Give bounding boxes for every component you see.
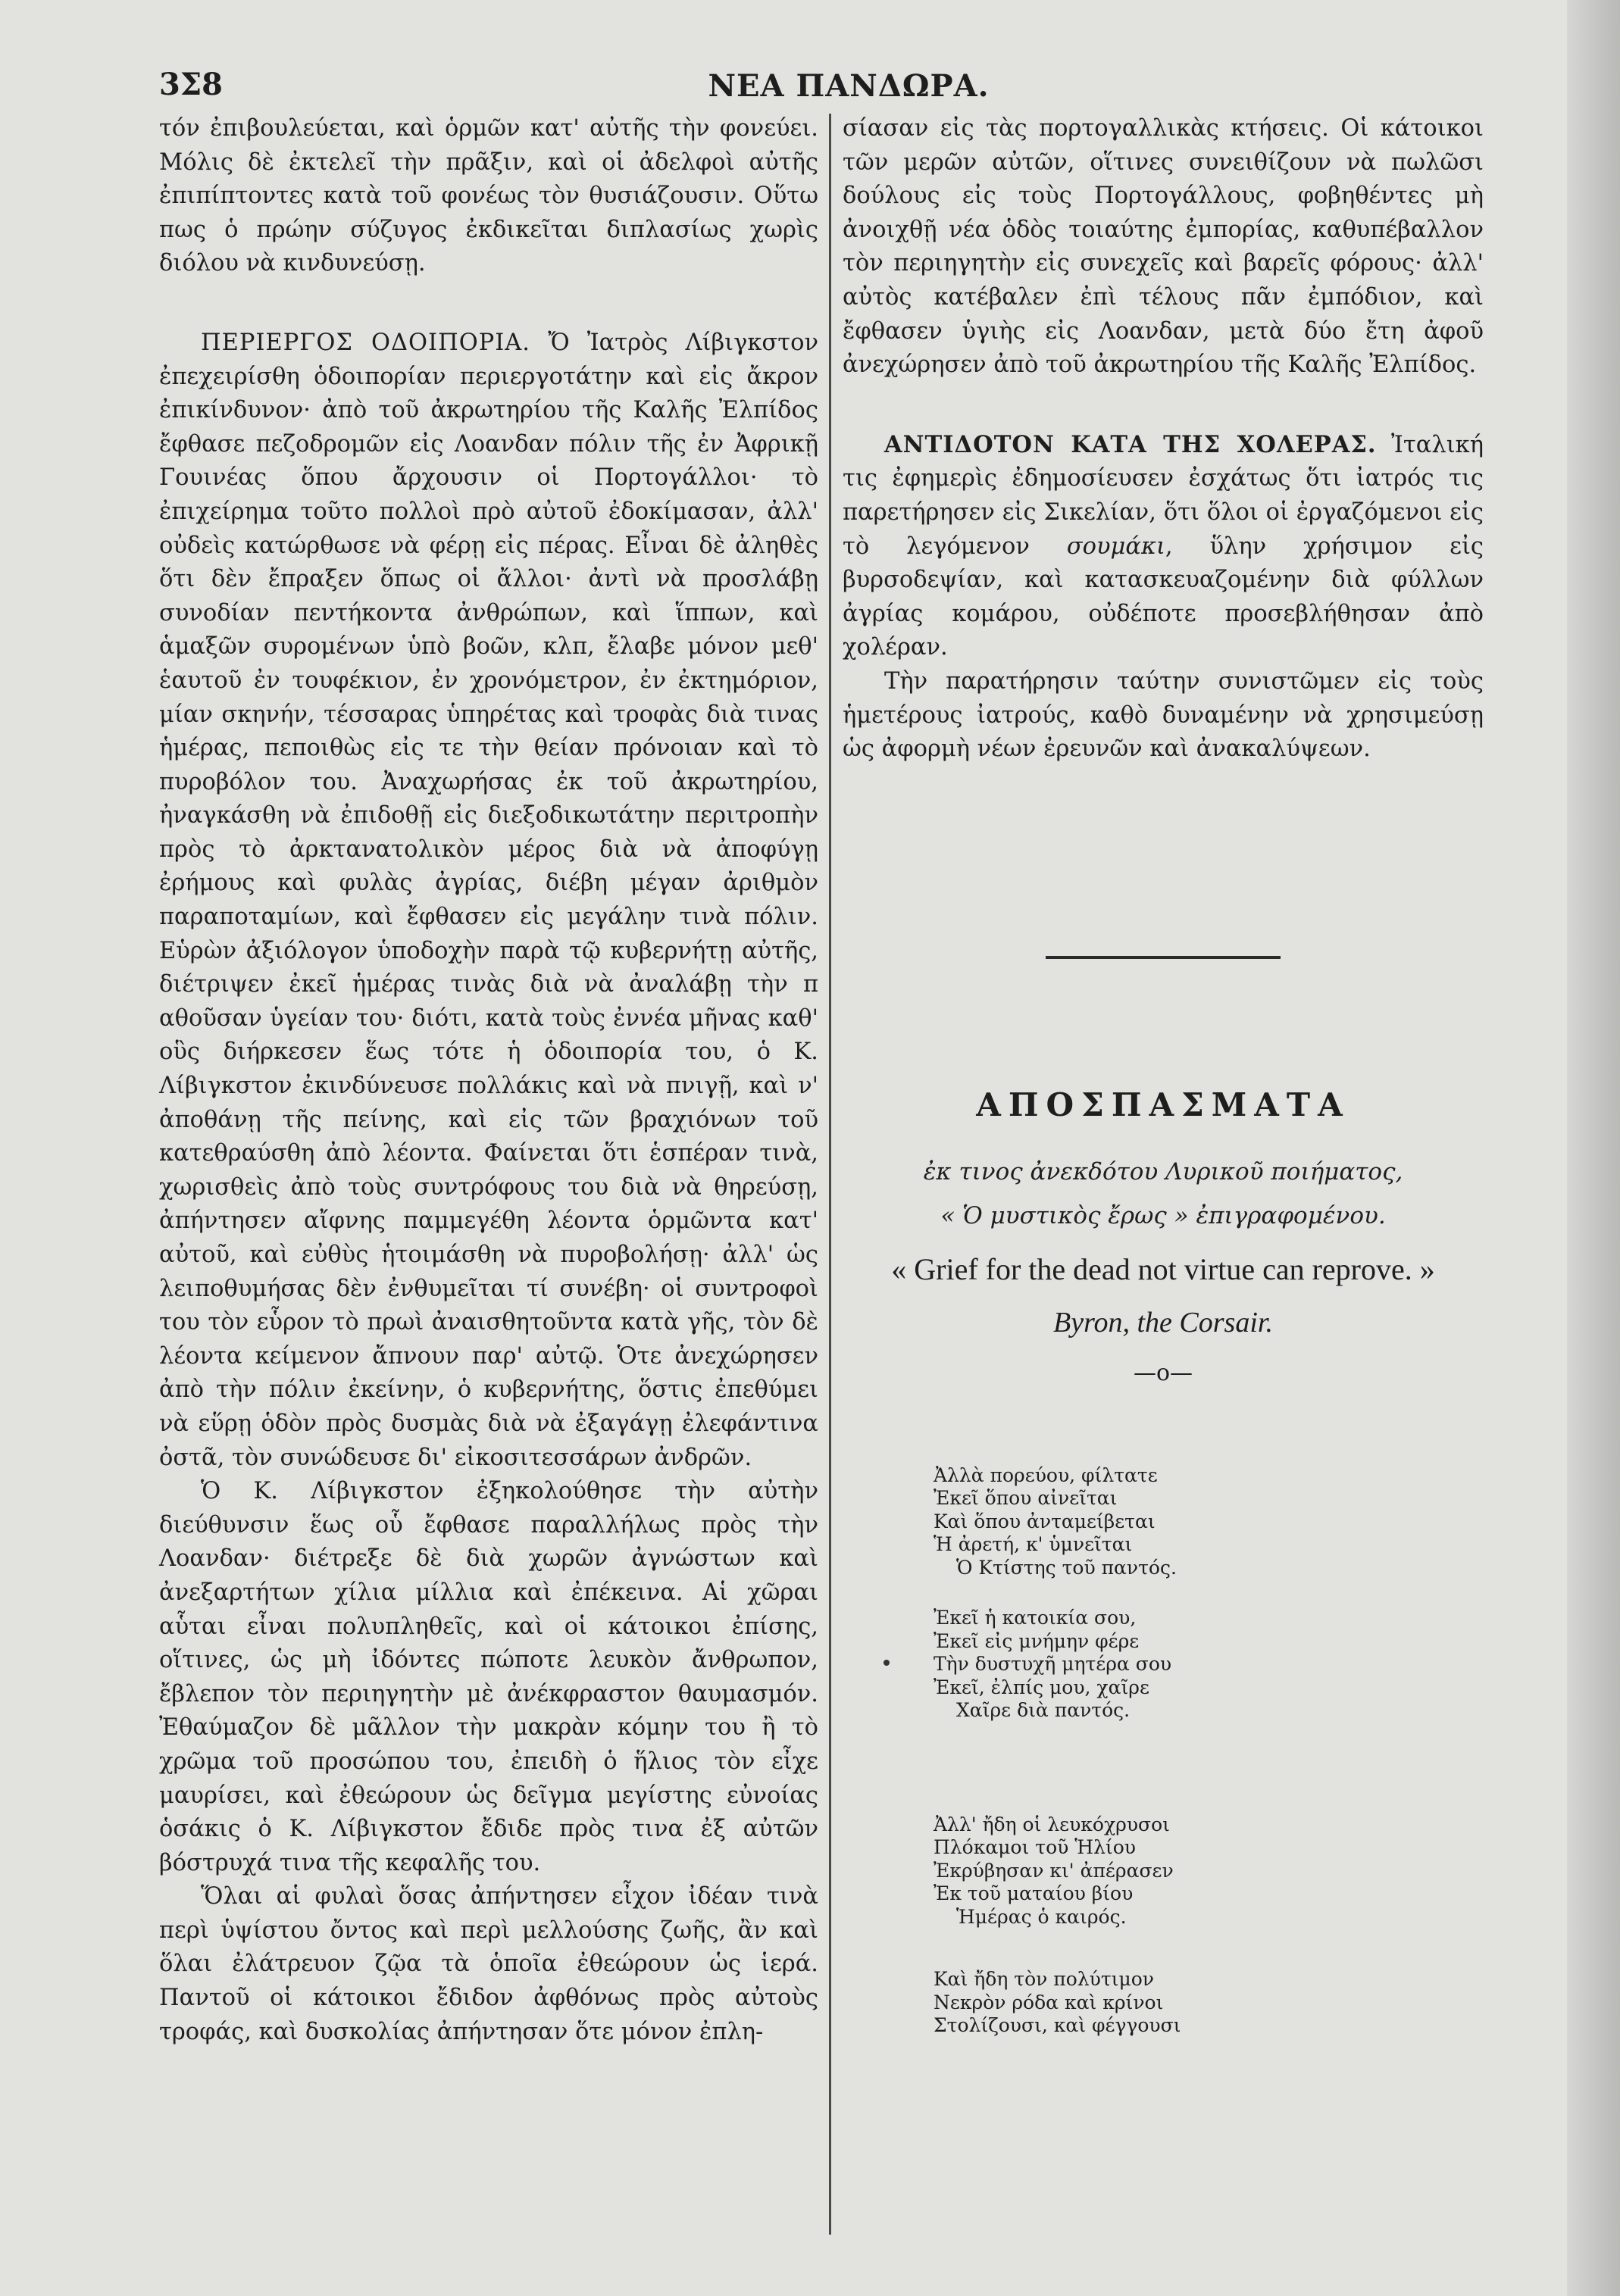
paragraph: Τὴν παρατήρησιν ταύτην συνιστῶμεν εἰς τοὺς ἡμετέρους ἰατρούς, καθὸ δυναμένην νὰ χρησιμεύσῃ ὡς ἀφορμὴ νέων ἐρευνῶν καὶ ἀνακαλύψεων. [843,667,1484,763]
poem-stanza [934,1464,1484,1580]
article-heading: ΠΕΡΙΕΡΓΟΣ ΟΔΟΙΠΟΡΙΑ. [201,329,530,356]
poem-line: Ἐκρύβησαν κι' ἀπέρασεν [934,1859,1174,1882]
poem-line: Στολίζουσι, καὶ φέγγουσι [934,2014,1181,2037]
poem-line: Ἐκ τοῦ ματαίου βίου [934,1882,1134,1905]
poem-line: Καὶ ἤδη τὸν πολύτιμον [934,1968,1154,1991]
section-separator [1046,956,1281,959]
poem-line: Καὶ ὅπου ἀνταμείβεται [934,1510,1156,1532]
article-continuation: τόν ἐπιβουλεύεται, καὶ ὁρμῶν κατ' αὐτῆς τὴν φονεύει. Μόλις δὲ ἐκτελεῖ τὴν πρᾶξιν, καὶ οἱ ἀδελφοὶ αὐτῆς ἐπιπίπτοντες κατὰ τοῦ φονέως τὸν θυσιάζουσιν. Οὕτω πως ὁ πρώην σύζυγος ἐκδικεῖται διπλασίως χωρὶς διόλου νὰ κινδυνεύσῃ. [159,115,818,277]
poem-line: Ἐκεῖ εἰς μνήμην φέρε [934,1629,1140,1652]
italic-term: σουμάκι [1066,533,1165,560]
poem-line: Ἐκεῖ ἡ κατοικία σου, [934,1607,1137,1629]
section-subtitle-2: « Ὁ μυστικὸς ἔρως » ἐπιγραφομένου. [940,1201,1386,1229]
page-binding-shadow [1567,0,1620,2296]
article-body-tail: , ὕλην χρήσιμον εἰς βυρσοδεψίαν, καὶ κατασκευαζομένην διὰ φύλλων ἀγρίας κομάρου, οὐδέποτε προσεβλήθησαν ἀπὸ χολέραν. [843,533,1484,661]
poem-stanza [934,1607,1484,1723]
poem-line: Ἀλλὰ πορεύου, φίλτατε [934,1464,1158,1486]
poem-line: Ἡ ἀρετή, κ' ὑμνεῖται [934,1533,1133,1556]
poem-stanza [934,1968,1484,2038]
paragraph: Ὁ Κ. Λίβιγκστον ἐξηκολούθησε τὴν αὐτὴν διεύθυνσιν ἕως οὗ ἔφθασε παραλλήλως πρὸς τὴν Λοανδαν· διέτρεξε δὲ διὰ χωρῶν ἀγνώστων καὶ ἀνεξαρτήτων χίλια μίλλια καὶ ἐπέκεινα. Αἱ χῶραι αὗται εἶναι πολυπληθεῖς, καὶ οἱ κάτοικοι ἐπίσης, οἵτινες, ὡς μὴ ἰδόντες πώποτε λευκὸν ἄνθρωπον, ἔβλεπον τὸν περιηγητὴν μὲ ἀνέκφραστον θαυμασμόν. Ἐθαύμαζον δὲ μᾶλλον τὴν μακρὰν κόμην του ἢ τὸ χρῶμα τοῦ προσώπου του, ἐπειδὴ ὁ ἥλιος τὸν εἶχε μαυρίσει, καὶ ἐθεώρουν ὡς δεῖγμα μεγίστης εὐνοίας ὁσάκις ὁ Κ. Λίβιγκστον ἔδιδε πρὸς τινα ἐξ αὐτῶν βόστρυχά τινα τῆς κεφαλῆς του. [159,1478,818,1876]
page-header [159,67,1553,112]
section-subtitle: ἐκ τινος ἀνεκδότου Λυρικοῦ ποιήματος, [923,1157,1403,1185]
epigraph: « Grief for the dead not virtue can reprove. » [891,1251,1435,1286]
section-title: ΑΠΟΣΠΑΣΜΑΤΑ [976,1086,1350,1123]
poem-line: Τὴν δυστυχῆ μητέρα σου [934,1653,1172,1676]
ink-dot [883,1660,890,1666]
article-body: Ἰταλική τις ἐφημερὶς ἐδημοσίευσεν ἐσχάτως ὅτι ἰατρός τις παρετήρησεν εἰς Σικελίαν, ὅτι ὅλοι οἱ ἐργαζόμενοι εἰς τὸ λεγόμενον [843,431,1484,560]
ornament-divider: —o— [1133,1359,1193,1386]
poem-line: Ἐκεῖ ὅπου αἰνεῖται [934,1487,1118,1510]
running-title: ΝΕΑ ΠΑΝΔΩΡΑ. [708,68,990,104]
poem-line: Χαῖρε διὰ παντός. [956,1699,1131,1722]
poem-line: Νεκρὸν ρόδα καὶ κρίνοι [934,1991,1164,2013]
epigraph-attribution: Byron, the Corsair. [1053,1306,1273,1339]
article-antidoton [843,428,1484,665]
poem-line: Πλόκαμοι τοῦ Ἡλίου [934,1836,1136,1859]
poem-stanza [934,1813,1484,1929]
right-column [843,112,1484,2038]
article-perierga [159,326,818,1475]
poem-line: Ὁ Κτίστης τοῦ παντός. [956,1556,1177,1579]
poem-line: Ἀλλ' ἤδη οἱ λευκόχρυσοι [934,1813,1170,1835]
poem-line: Ἡμέρας ὁ καιρός. [956,1905,1127,1928]
paragraph: Ὅλαι αἱ φυλαὶ ὅσας ἀπήντησεν εἶχον ἰδέαν τινὰ περὶ ὑψίστου ὄντος καὶ περὶ μελλούσης ζωῆς, ἂν καὶ ὅλαι ἐλάτρευον ζῷα τὰ ὁποῖα ἐθεώρουν ὡς ἱερά. Παντοῦ οἱ κάτοικοι ἔδιδον ἀφθόνως πρὸς αὐτοὺς τροφάς, καὶ δυσκολίας ἀπήντησαν ὅτε μόνον ἐπλη- [159,1883,818,2045]
poem-line: Ἐκεῖ, ἐλπίς μου, χαῖρε [934,1676,1149,1698]
article-body: Ὄ Ἰατρὸς Λίβιγκστον ἐπεχειρίσθη ὁδοιπορίαν περιεργοτάτην καὶ εἰς ἄκρον ἐπικίνδυνον· ἀπὸ τοῦ ἀκρωτηρίου τῆς Καλῆς Ἐλπίδος ἔφθασε πεζοδρομῶν εἰς Λοανδαν πόλιν τῆς ἐν Ἀφρικῇ Γουινέας ὅπου ἄρχουσιν οἱ Πορτογάλλοι· τὸ ἐπιχείρημα τοῦτο πολλοὶ πρὸ αὐτοῦ ἐδοκίμασαν, ἀλλ' οὐδεὶς κατώρθωσε νὰ φέρῃ εἰς πέρας. Εἶναι δὲ ἀληθὲς ὅτι δὲν ἔπραξεν ὅπως οἱ ἄλλοι· ἀντὶ νὰ προσλάβῃ συνοδίαν πεντήκοντα ἀνθρώπων, καὶ ἵππων, καὶ ἁμαξῶν συρομένων ὑπὸ βοῶν, κλπ, ἔλαβε μόνον μεθ' ἑαυτοῦ ἐν τουφέκιον, ἐν χρονόμετρον, ἐν ἐκτημόριον, μίαν σκηνήν, τέσσαρας ὑπηρέτας καὶ τροφὰς διὰ τινας ἡμέρας, πεποιθὼς εἰς τε τὴν θείαν πρόνοιαν καὶ τὸ πυροβόλον του. Ἀναχωρήσας ἐκ τοῦ ἀκρωτηρίου, ἠναγκάσθη νὰ ἐπιδοθῇ εἰς διεξοδικωτάτην περιτροπὴν πρὸς τὸ ἀρκτανατολικὸν μέρος διὰ νὰ ἀποφύγῃ ἐρήμους καὶ φυλὰς ἀγρίας, διέβη μέγαν ἀριθμὸν παραποταμίων, καὶ ἔφθασεν εἰς μεγάλην τινὰ πόλιν. Εὑρὼν ἀξιόλογον ὑποδοχὴν παρὰ τῷ κυβερνήτῃ αὐτῆς, διέτριψεν ἐκεῖ ἡμέρας τινὰς διὰ νὰ ἀναλάβῃ τὴν π αθοῦσαν ὑγείαν του· διότι, κατὰ τοὺς ἐννέα μῆνας καθ' οὓς διήρκεσεν ἕως τότε ἡ ὁδοιπορία του, ὁ Κ. Λίβιγκστον ἐκινδύνευσε πολλάκις καὶ νὰ πνιγῇ, καὶ ν' ἀποθάνῃ τῆς πείνης, καὶ εἰς τῶν βραχιόνων τοῦ κατεθραύσθη ἀπὸ λέοντα. Φαίνεται ὅτι ἑσπέραν τινὰ, χωρισθεὶς ἀπὸ τοὺς συντρόφους του διὰ νὰ θηρεύσῃ, ἀπήντησεν αἴφνης παμμεγέθη λέοντα ὁρμῶντα κατ' αὐτοῦ, καὶ εὐθὺς ἡτοιμάσθη νὰ πυροβολήσῃ· ἀλλ' ὡς λειποθυμήσας δὲν ἐνθυμεῖται τί συνέβη· οἱ συντροφοὶ του τὸν εὗρον τὸ πρωὶ ἀναισθητοῦντα κατὰ γῆς, τὸν δὲ λέοντα κείμενον ἄπνουν παρ' αὐτῷ. Ὁτε ἀνεχώρησεν ἀπὸ τὴν πόλιν ἐκείνην, ὁ κυβερνήτης, ὅστις ἐπεθύμει νὰ εὕρῃ ὁδὸν πρὸς δυσμὰς διὰ νὰ ἐξαγάγῃ ἐλεφάντινα ὀστᾶ, τὸν συνώδευσε δι' εἰκοσιτεσσάρων ἀνδρῶν. [159,329,818,1471]
page-number: 3Σ8 [159,67,223,102]
article-heading: ΑΝΤΙΔΟΤΟΝ ΚΑΤΑ ΤΗΣ ΧΟΛΕΡΑΣ. [884,430,1377,458]
article-continuation: σίασαν εἰς τὰς πορτογαλλικὰς κτήσεις. Οἱ κάτοικοι τῶν μερῶν αὐτῶν, οἵτινες συνειθίζουν νὰ πωλῶσι δούλους εἰς τοὺς Πορτογάλλους, φοβηθέντες μὴ ἀνοιχθῇ νέα ὁδὸς τοιαύτης ἐμπορίας, καθυπέβαλλον τὸν περιηγητὴν εἰς συνεχεῖς καὶ βαρεῖς φόρους· ἀλλ' αὐτὸς κατέβαλεν ἐπὶ τέλους πᾶν ἐμπόδιον, καὶ ἔφθασεν ὑγιὴς εἰς Λοανδαν, μετὰ δύο ἔτη ἀφοῦ ἀνεχώρησεν ἀπὸ τοῦ ἀκρωτηρίου τῆς Καλῆς Ἐλπίδος. [843,115,1484,379]
left-column [159,112,818,2049]
column-divider [829,114,831,2235]
